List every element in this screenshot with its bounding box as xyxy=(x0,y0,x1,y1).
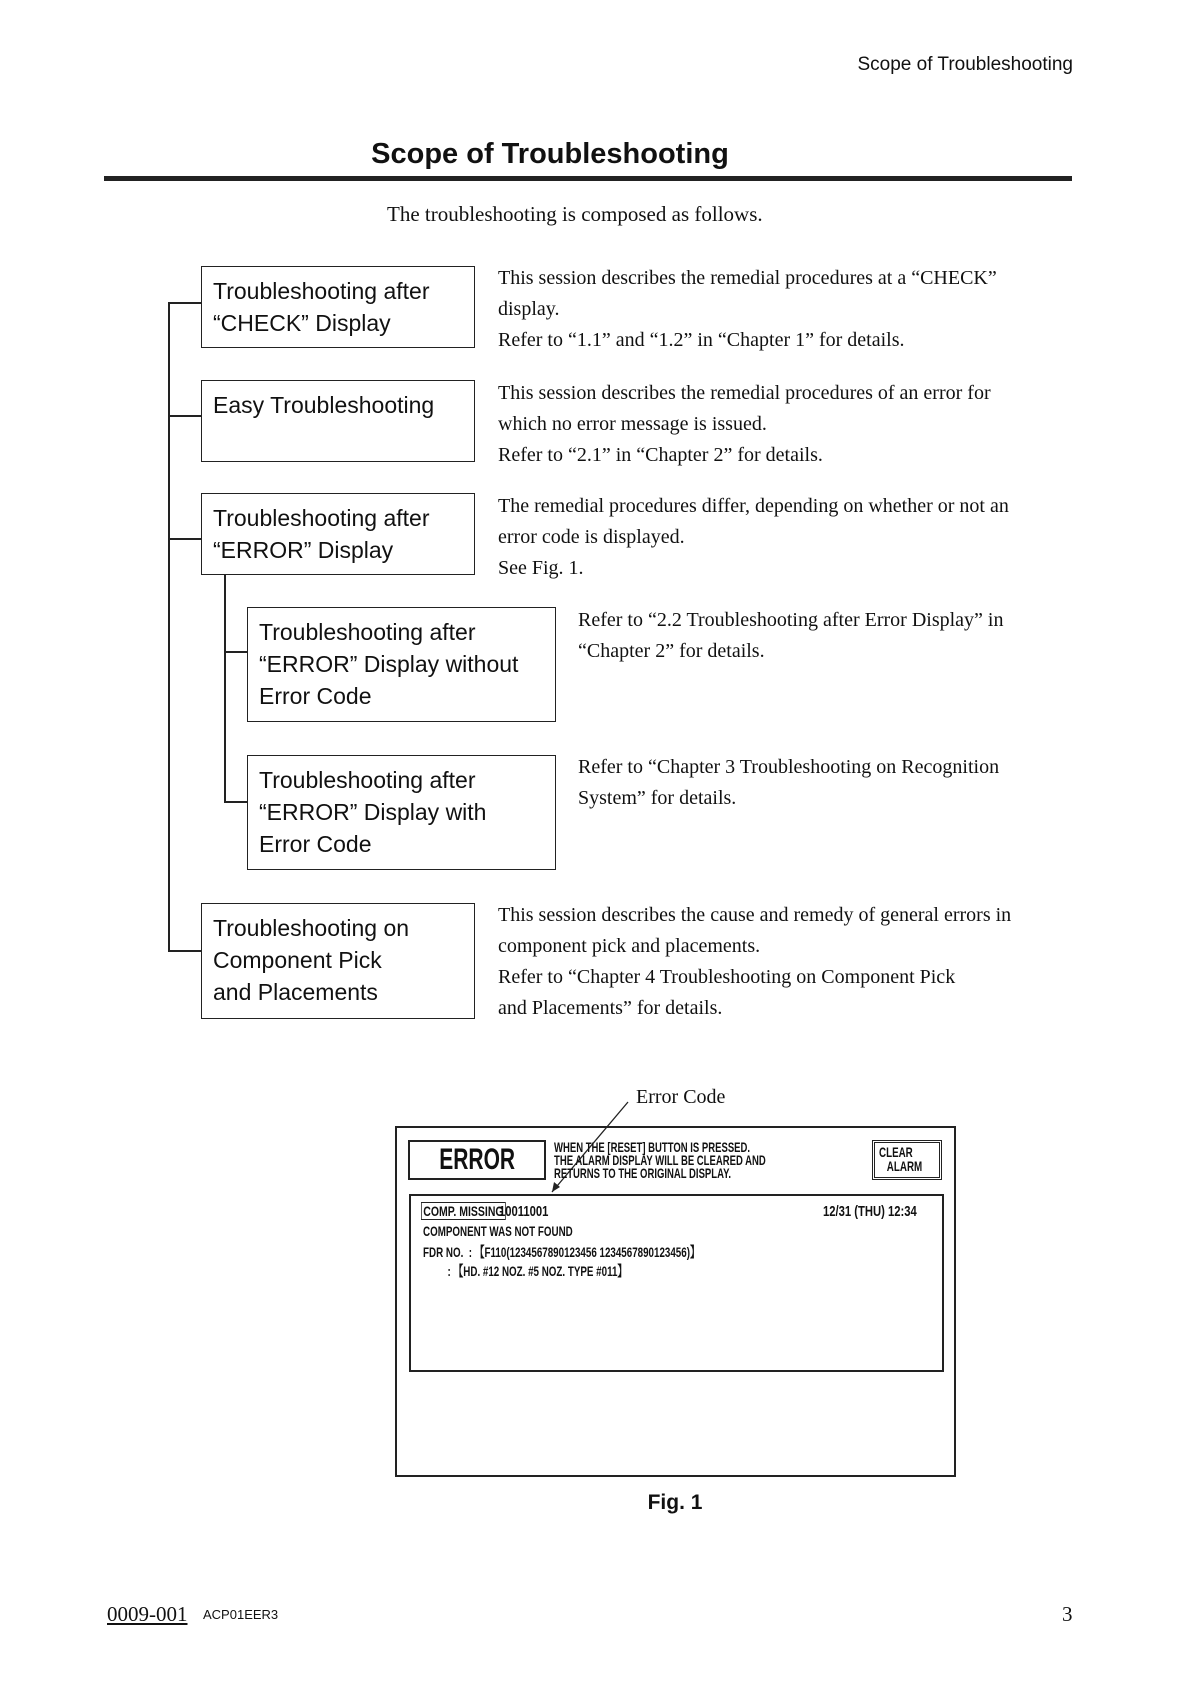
error-code-callout: Error Code xyxy=(636,1086,726,1108)
tree-branch xyxy=(168,950,201,952)
doc-code: 0009-001 xyxy=(107,1602,188,1626)
intro-text: The troubleshooting is composed as follows. xyxy=(387,202,763,226)
tree-branch xyxy=(168,415,201,417)
section-box-check: Troubleshooting after “CHECK” Display xyxy=(201,266,475,348)
running-header: Scope of Troubleshooting xyxy=(857,54,1073,75)
section-desc-error: The remedial procedures differ, depending on whether or not an error code is displayed. See Fig. 1. xyxy=(498,495,1009,579)
clear-alarm-button[interactable] xyxy=(872,1140,942,1180)
error-code: 10011001 xyxy=(499,1203,549,1220)
error-line-2: FDR NO. : 【F110(1234567890123456 1234567890123456)】 xyxy=(423,1244,700,1260)
page-title: Scope of Troubleshooting xyxy=(371,138,729,170)
doc-id: ACP01EER3 xyxy=(203,1607,279,1622)
error-detail-panel xyxy=(409,1194,944,1372)
error-screen xyxy=(395,1126,956,1477)
error-name: COMP. MISSING xyxy=(421,1202,506,1220)
error-datetime: 12/31 (THU) 12:34 xyxy=(823,1203,917,1220)
sub-tree-line xyxy=(224,575,226,801)
tree-branch xyxy=(224,801,247,803)
section-box-pick-placement: Troubleshooting on Component Pick and Placements xyxy=(201,903,475,1019)
section-box-error-without-code: Troubleshooting after “ERROR” Display without Error Code xyxy=(247,607,556,722)
error-line-3: : 【HD. #12 NOZ. #5 NOZ. TYPE #011】 xyxy=(423,1263,628,1279)
section-desc-pick-placement: This session describes the cause and remedy of general errors in component pick and placements. Refer to “Chapter 4 Troubleshooting on Component Pick and Placements” for details. xyxy=(498,904,1012,1019)
title-rule xyxy=(104,176,1072,181)
clear-alarm-label: CLEAR ALARM xyxy=(879,1144,923,1174)
section-desc-error-without-code: Refer to “2.2 Troubleshooting after Error Display” in “Chapter 2” for details. xyxy=(578,609,1004,662)
figure-caption: Fig. 1 xyxy=(647,1491,703,1514)
tree-branch xyxy=(224,651,247,653)
section-box-error: Troubleshooting after “ERROR” Display xyxy=(201,493,475,575)
error-line-1: COMPONENT WAS NOT FOUND xyxy=(423,1223,573,1239)
reset-message: WHEN THE [RESET] BUTTON IS PRESSED. THE ALARM DISPLAY WILL BE CLEARED AND RETURNS TO THE ORIGINAL DISPLAY. xyxy=(554,1139,766,1181)
section-desc-check: This session describes the remedial procedures at a “CHECK” display. Refer to “1.1” and “1.2” in “Chapter 1” for details. xyxy=(498,267,997,351)
page-number: 3 xyxy=(1062,1602,1073,1626)
section-desc-easy: This session describes the remedial procedures of an error for which no error message is issued. Refer to “2.1” in “Chapter 2” for details. xyxy=(498,382,991,466)
tree-branch xyxy=(168,538,201,540)
section-box-easy: Easy Troubleshooting xyxy=(201,380,475,462)
tree-branch xyxy=(168,302,201,304)
section-box-error-with-code: Troubleshooting after “ERROR” Display with Error Code xyxy=(247,755,556,870)
error-label-box xyxy=(408,1140,546,1180)
section-desc-error-with-code: Refer to “Chapter 3 Troubleshooting on Recognition System” for details. xyxy=(578,756,1000,809)
error-label: ERROR xyxy=(439,1143,515,1176)
tree-line xyxy=(168,302,170,951)
